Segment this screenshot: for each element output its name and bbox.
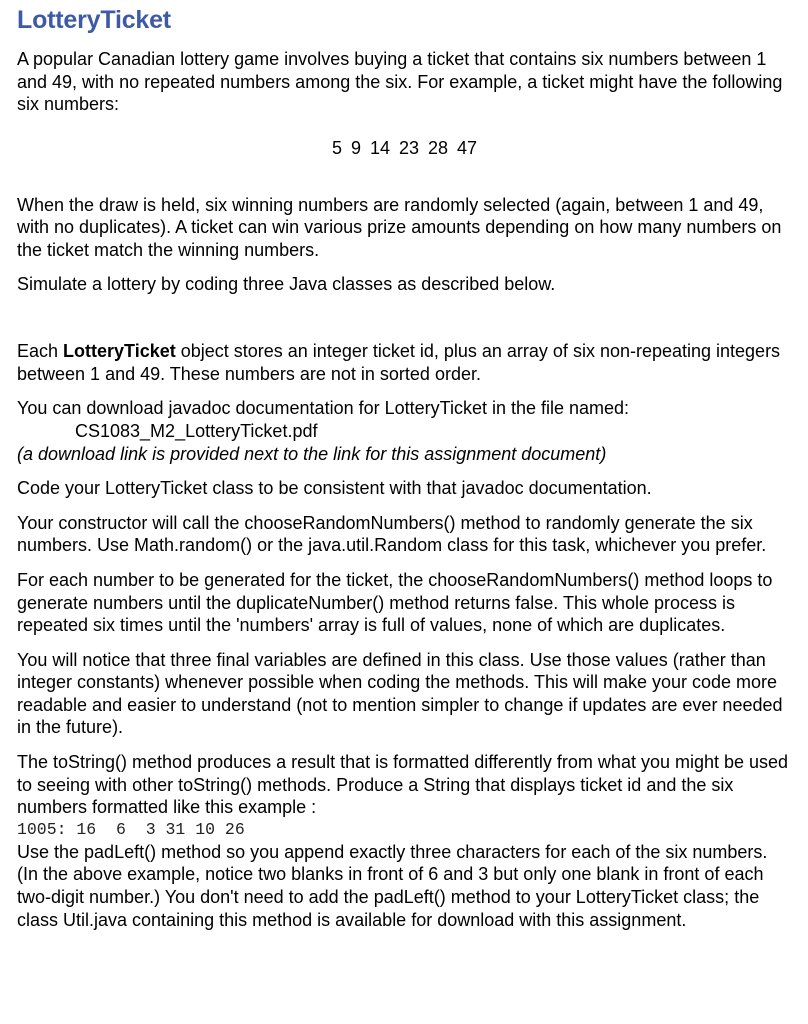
each-prefix: Each <box>17 341 64 362</box>
download-note: (a download link is provided next to the link for this assignment document) <box>17 443 607 464</box>
page-title: LotteryTicket <box>17 6 171 34</box>
example-numbers: 5 9 14 23 28 47 <box>331 137 478 158</box>
javadoc-filename: CS1083_M2_LotteryTicket.pdf <box>75 420 318 441</box>
tostring-example-code: 1005: 16 6 3 31 10 26 <box>17 819 245 839</box>
tostring-paragraph <box>17 751 792 841</box>
each-suffix: object stores an integer ticket id, plus an array of six non-repeating integers between 1 and 49. These numbers are not in sorted order. <box>17 341 781 384</box>
intro-paragraph: A popular Canadian lottery game involves buying a ticket that contains six numbers between 1 and 49, with no repeated numbers among the six. For example, a ticket might have the following six numbers: <box>17 49 783 115</box>
draw-paragraph: When the draw is held, six winning numbers are randomly selected (again, between 1 and 49, with no duplicates). A ticket can win various prize amounts depending on how many numbers on the ticket match the winning numbers. <box>17 194 782 260</box>
simulate-paragraph: Simulate a lottery by coding three Java classes as described below. <box>17 273 556 294</box>
padleft-paragraph: Use the padLeft() method so you append exactly three characters for each of the six numbers. (In the above example, notice two blanks in front of 6 and 3 but only one blank in front of each two-digit number.) You don't need to add the padLeft() method to your LotteryTicket class; the class Util.java containing this method is available for download with this assignment. <box>17 841 768 930</box>
download-line: You can download javadoc documentation for LotteryTicket in the file named: <box>17 398 630 419</box>
download-paragraph <box>17 397 792 465</box>
code-consistent-paragraph: Code your LotteryTicket class to be consistent with that javadoc documentation. <box>17 478 652 499</box>
final-variables-paragraph: You will notice that three final variables are defined in this class. Use those values (rather than integer constants) whenever possible when coding the methods. This will make your code more readable and easier to understand (not to mention simpler to change if updates are ever needed in the future). <box>17 649 783 738</box>
loop-paragraph: For each number to be generated for the ticket, the chooseRandomNumbers() method loops to generate numbers until the duplicateNumber() method returns false. This whole process is repeated six times until the 'numbers' array is full of values, none of which are duplicates. <box>17 569 773 636</box>
class-name-bold: LotteryTicket <box>63 341 176 362</box>
constructor-paragraph: Your constructor will call the chooseRandomNumbers() method to randomly generate the six numbers. Use Math.random() or the java.util.Random class for this task, whichever you prefer. <box>17 512 767 556</box>
tostring-text: The toString() method produces a result that is formatted differently from what you might be used to seeing with other toString() methods. Produce a String that displays ticket id and the six numbers formatted like this example : <box>17 752 789 818</box>
lotteryticket-description <box>17 340 792 385</box>
